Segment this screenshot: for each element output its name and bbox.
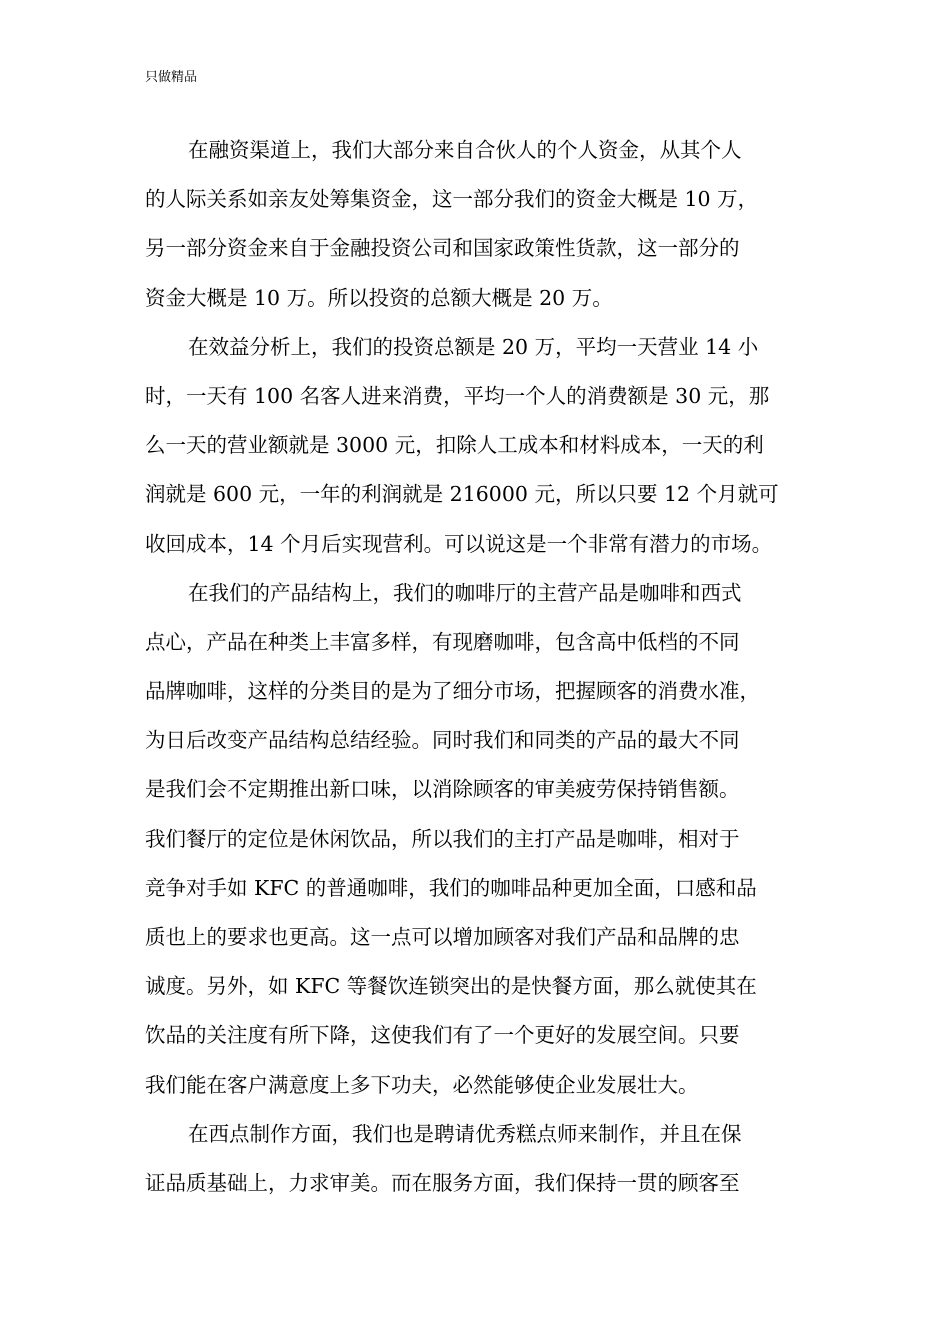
paragraph-line: 么一天的营业额就是 3000 元，扣除人工成本和材料成本，一天的利 bbox=[145, 433, 764, 458]
paragraph-line: 在效益分析上，我们的投资总额是 20 万，平均一天营业 14 小 bbox=[188, 334, 759, 359]
paragraph-line: 在西点制作方面，我们也是聘请优秀糕点师来制作，并且在保 bbox=[188, 1121, 742, 1146]
paragraph-line: 的人际关系如亲友处筹集资金，这一部分我们的资金大概是 10 万， bbox=[145, 187, 759, 212]
paragraph-line: 品牌咖啡，这样的分类目的是为了细分市场，把握顾客的消费水准， bbox=[145, 679, 760, 704]
paragraph-line: 诚度。另外，如 KFC 等餐饮连锁突出的是快餐方面，那么就使其在 bbox=[145, 974, 757, 999]
paragraph-line: 时，一天有 100 名客人进来消费，平均一个人的消费额是 30 元，那 bbox=[145, 383, 770, 408]
paragraph-line: 点心，产品在种类上丰富多样，有现磨咖啡，包含高中低档的不同 bbox=[145, 629, 740, 654]
paragraph-line: 另一部分资金来自于金融投资公司和国家政策性货款，这一部分的 bbox=[145, 236, 740, 261]
paragraph-line: 为日后改变产品结构总结经验。同时我们和同类的产品的最大不同 bbox=[145, 728, 740, 753]
document-body bbox=[145, 126, 825, 1208]
paragraph-line: 我们能在客户满意度上多下功夫，必然能够使企业发展壮大。 bbox=[145, 1072, 699, 1097]
paragraph-line: 质也上的要求也更高。这一点可以增加顾客对我们产品和品牌的忠 bbox=[145, 925, 740, 949]
paragraph-line: 资金大概是 10 万。所以投资的总额大概是 20 万。 bbox=[145, 285, 613, 310]
paragraph-line: 证品质基础上，力求审美。而在服务方面，我们保持一贯的顾客至 bbox=[145, 1170, 740, 1195]
paragraph-line: 是我们会不定期推出新口味，以消除顾客的审美疲劳保持销售额。 bbox=[145, 777, 740, 802]
paragraph-line: 在我们的产品结构上，我们的咖啡厅的主营产品是咖啡和西式 bbox=[188, 580, 742, 605]
paragraph-line: 收回成本，14 个月后实现营利。可以说这是一个非常有潜力的市场。 bbox=[145, 531, 773, 556]
paragraph-line: 我们餐厅的定位是休闲饮品，所以我们的主打产品是咖啡，相对于 bbox=[145, 826, 740, 851]
paragraph-line: 竞争对手如 KFC 的普通咖啡，我们的咖啡品种更加全面，口感和品 bbox=[145, 875, 757, 900]
paragraph-line: 饮品的关注度有所下降，这使我们有了一个更好的发展空间。只要 bbox=[145, 1023, 740, 1048]
page-header-label: 只做精品 bbox=[145, 70, 198, 85]
paragraph-line: 在融资渠道上，我们大部分来自合伙人的个人资金，从其个人 bbox=[188, 138, 742, 162]
paragraph-line: 润就是 600 元，一年的利润就是 216000 元，所以只要 12 个月就可 bbox=[145, 482, 779, 507]
